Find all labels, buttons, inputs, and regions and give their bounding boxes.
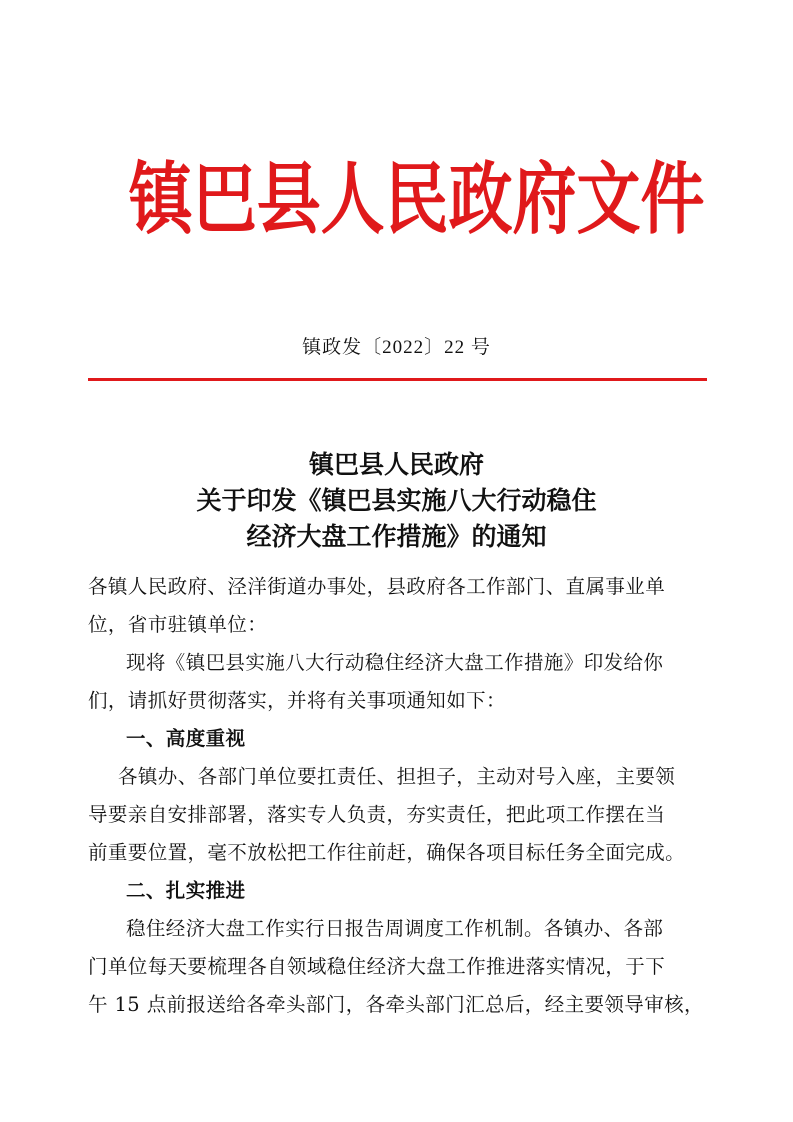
section-1-line-1: 各镇办、各部门单位要扛责任、担担子，主动对号入座，主要领 bbox=[118, 765, 676, 788]
title-line-3: 经济大盘工作措施》的通知 bbox=[246, 522, 547, 551]
notice-title bbox=[0, 447, 793, 555]
addressee-line-1: 各镇人民政府、泾洋街道办事处，县政府各工作部门、直属事业单 bbox=[88, 575, 666, 598]
document-number: 镇政发〔2022〕22 号 bbox=[302, 337, 491, 358]
notice-body bbox=[88, 568, 708, 1024]
section-1-line-3: 前重要位置，毫不放松把工作往前赶，确保各项目标任务全面完成。 bbox=[88, 841, 686, 864]
section-1-line-2: 导要亲自安排部署，落实专人负责，夯实责任，把此项工作摆在当 bbox=[88, 803, 666, 826]
intro-line-2: 们，请抓好贯彻落实，并将有关事项通知如下： bbox=[88, 689, 506, 712]
section-heading-1: 一、高度重视 bbox=[126, 727, 246, 750]
section-2-line-2: 门单位每天要梳理各自领域稳住经济大盘工作推进落实情况，于下 bbox=[88, 955, 666, 978]
title-line-1: 镇巴县人民政府 bbox=[308, 450, 484, 479]
section-heading-2: 二、扎实推进 bbox=[126, 879, 246, 902]
title-line-2: 关于印发《镇巴县实施八大行动稳住 bbox=[196, 486, 597, 515]
addressee-line-2: 位，省市驻镇单位： bbox=[88, 613, 268, 636]
intro-line-1: 现将《镇巴县实施八大行动稳住经济大盘工作措施》印发给你 bbox=[126, 651, 664, 674]
red-divider-line bbox=[88, 378, 707, 381]
masthead-title: 镇巴县人民政府文件 bbox=[128, 154, 705, 245]
section-2-line-3: 午 15 点前报送给各牵头部门，各牵头部门汇总后，经主要领导审核， bbox=[88, 993, 704, 1016]
section-2-line-1: 稳住经济大盘工作实行日报告周调度工作机制。各镇办、各部 bbox=[126, 917, 664, 940]
